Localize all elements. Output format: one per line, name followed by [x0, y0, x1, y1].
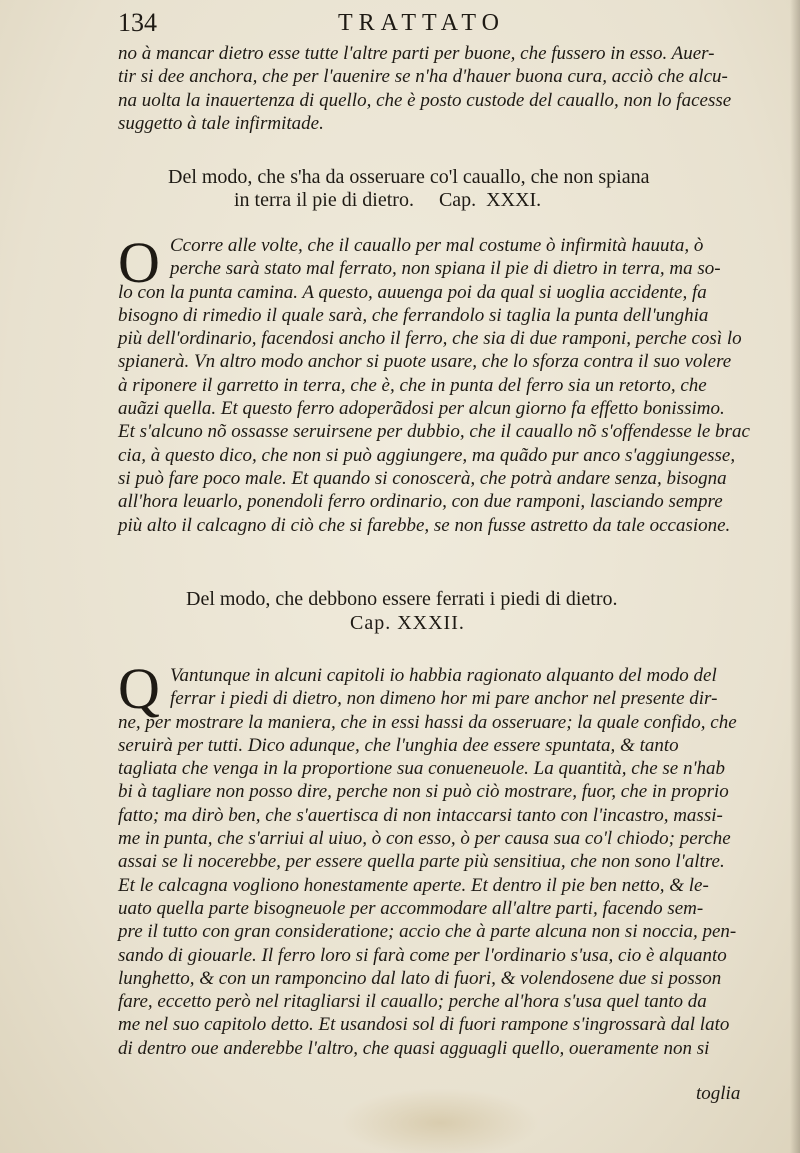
text-line: all'hora leuarlo, ponendoli ferro ordinario, con due ramponi, lasciando sempre	[118, 491, 723, 513]
text-line: pre il tutto con gran consideratione; accio che à parte alcuna non si noccia, pen-	[118, 921, 737, 943]
text-line: bi à tagliare non posso dire, perche non si può ciò mostrare, fuor, che in proprio	[118, 781, 729, 803]
drop-cap-q: Q	[118, 656, 160, 721]
text-line: bisogno di rimedio il quale sarà, che ferrandolo si taglia la punta dell'unghia	[118, 304, 709, 326]
chapter-32-heading-line-1: Del modo, che debbono essere ferrati i piedi di dietro.	[186, 588, 618, 610]
text-line: tir si dee anchora, che per l'auenire se n'ha d'hauer buona cura, acciò che alcu-	[118, 66, 728, 88]
running-title: TRATTATO	[338, 10, 505, 36]
text-line: spianerà. Vn altro modo anchor si puote usare, che lo sforza contra il suo volere	[118, 351, 732, 373]
text-line: assai se li nocerebbe, per essere quella parte più sensitiua, che non sono l'altre.	[118, 851, 725, 873]
text-line: Et s'alcuno nõ ossasse seruirsene per dubbio, che il cauallo nõ s'offendesse le brac	[118, 421, 750, 443]
text-line: ferrar i piedi di dietro, non dimeno hor mi pare anchor nel presente dir-	[170, 688, 718, 710]
text-line: tagliata che venga in la proportione sua conueneuole. La quantità, che se n'hab	[118, 758, 726, 780]
text-line: fare, eccetto però nel ritagliarsi il cauallo; perche al'hora s'usa quel tanto da	[118, 991, 707, 1013]
text-line: ne, per mostrare la maniera, che in essi hassi da osseruare; la quale confido, che	[118, 711, 737, 733]
text-line: sando di giouarle. Il ferro loro si farà come per l'ordinario s'usa, cio è alquanto	[118, 944, 727, 966]
chapter-31-body	[118, 230, 768, 537]
text-line: no à mancar dietro esse tutte l'altre parti per buone, che fussero in esso. Auer-	[118, 43, 715, 64]
chapter-32-body	[118, 664, 768, 1060]
text-line: Ccorre alle volte, che il cauallo per mal costume ò infirmità hauuta, ò	[170, 235, 704, 256]
text-line: lo con la punta camina. A questo, auuenga poi da qual si uoglia accidente, fa	[118, 281, 707, 303]
text-line: auãzi quella. Et questo ferro adoperãdosi per alcun giorno fa effetto bonissimo.	[118, 398, 725, 420]
text-line: na uolta la inauertenza di quello, che è posto custode del cauallo, non lo facesse	[118, 89, 732, 111]
text-line: seruirà per tutti. Dico adunque, che l'unghia dee essere spuntata, & tanto	[118, 734, 679, 756]
drop-cap-o: O	[118, 230, 160, 295]
paper-stain	[340, 1088, 540, 1153]
text-line: lunghetto, & con un ramponcino dal lato di fuori, & volendosene due si posson	[118, 967, 722, 989]
page-header	[118, 8, 768, 42]
text-line: perche sarà stato mal ferrato, non spiana il pie di dietro in terra, ma so-	[170, 258, 721, 280]
text-line: suggetto à tale infirmitade.	[118, 112, 324, 134]
catchword: toglia	[696, 1083, 741, 1104]
page-number: 134	[118, 8, 157, 37]
text-line: Vantunque in alcuni capitoli io habbia ragionato alquanto del modo del	[170, 665, 717, 686]
text-line: cia, à questo dico, che non si può aggiungere, ma quãdo pur anco s'aggiungesse,	[118, 444, 736, 466]
text-line: più dell'ordinario, facendosi ancho il ferro, che sia di due ramponi, perche così lo	[118, 328, 742, 350]
page-edge-shadow	[790, 0, 800, 1153]
text-line: à riponere il garretto in terra, che è, che in punta del ferro sia un retorto, che	[118, 374, 707, 396]
text-line: si può fare poco male. Et quando si conoscerà, che potrà andare senza, bisogna	[118, 467, 727, 489]
text-line: me in punta, che s'arriui al uiuo, ò con esso, ò per causa sua co'l chiodo; perche	[118, 828, 731, 850]
text-line: fatto; ma dirò ben, che s'auertisca di non intaccarsi tanto con l'incastro, massi-	[118, 804, 723, 826]
text-line: me nel suo capitolo detto. Et usandosi sol di fuori rampone s'ingrossarà dal lato	[118, 1014, 730, 1036]
text-line: uato quella parte bisogneuole per accommodare all'altre parti, facendo sem-	[118, 897, 704, 919]
text-line: più alto il calcagno di ciò che si farebbe, se non fusse astretto da tale occasione.	[118, 514, 731, 536]
text-line: Et le calcagna vogliono honestamente aperte. Et dentro il pie ben netto, & le-	[118, 874, 709, 896]
chapter-31-heading-line-2: in terra il pie di dietro. Cap. XXXI.	[234, 189, 542, 211]
paragraph-continuation	[118, 42, 768, 135]
chapter-31-heading-line-1: Del modo, che s'ha da osseruare co'l cauallo, che non spiana	[168, 166, 650, 188]
chapter-32-heading-line-2: Cap. XXXII.	[350, 612, 465, 634]
text-line: di dentro oue anderebbe l'altro, che quasi agguagli quello, oueramente non si	[118, 1037, 710, 1059]
